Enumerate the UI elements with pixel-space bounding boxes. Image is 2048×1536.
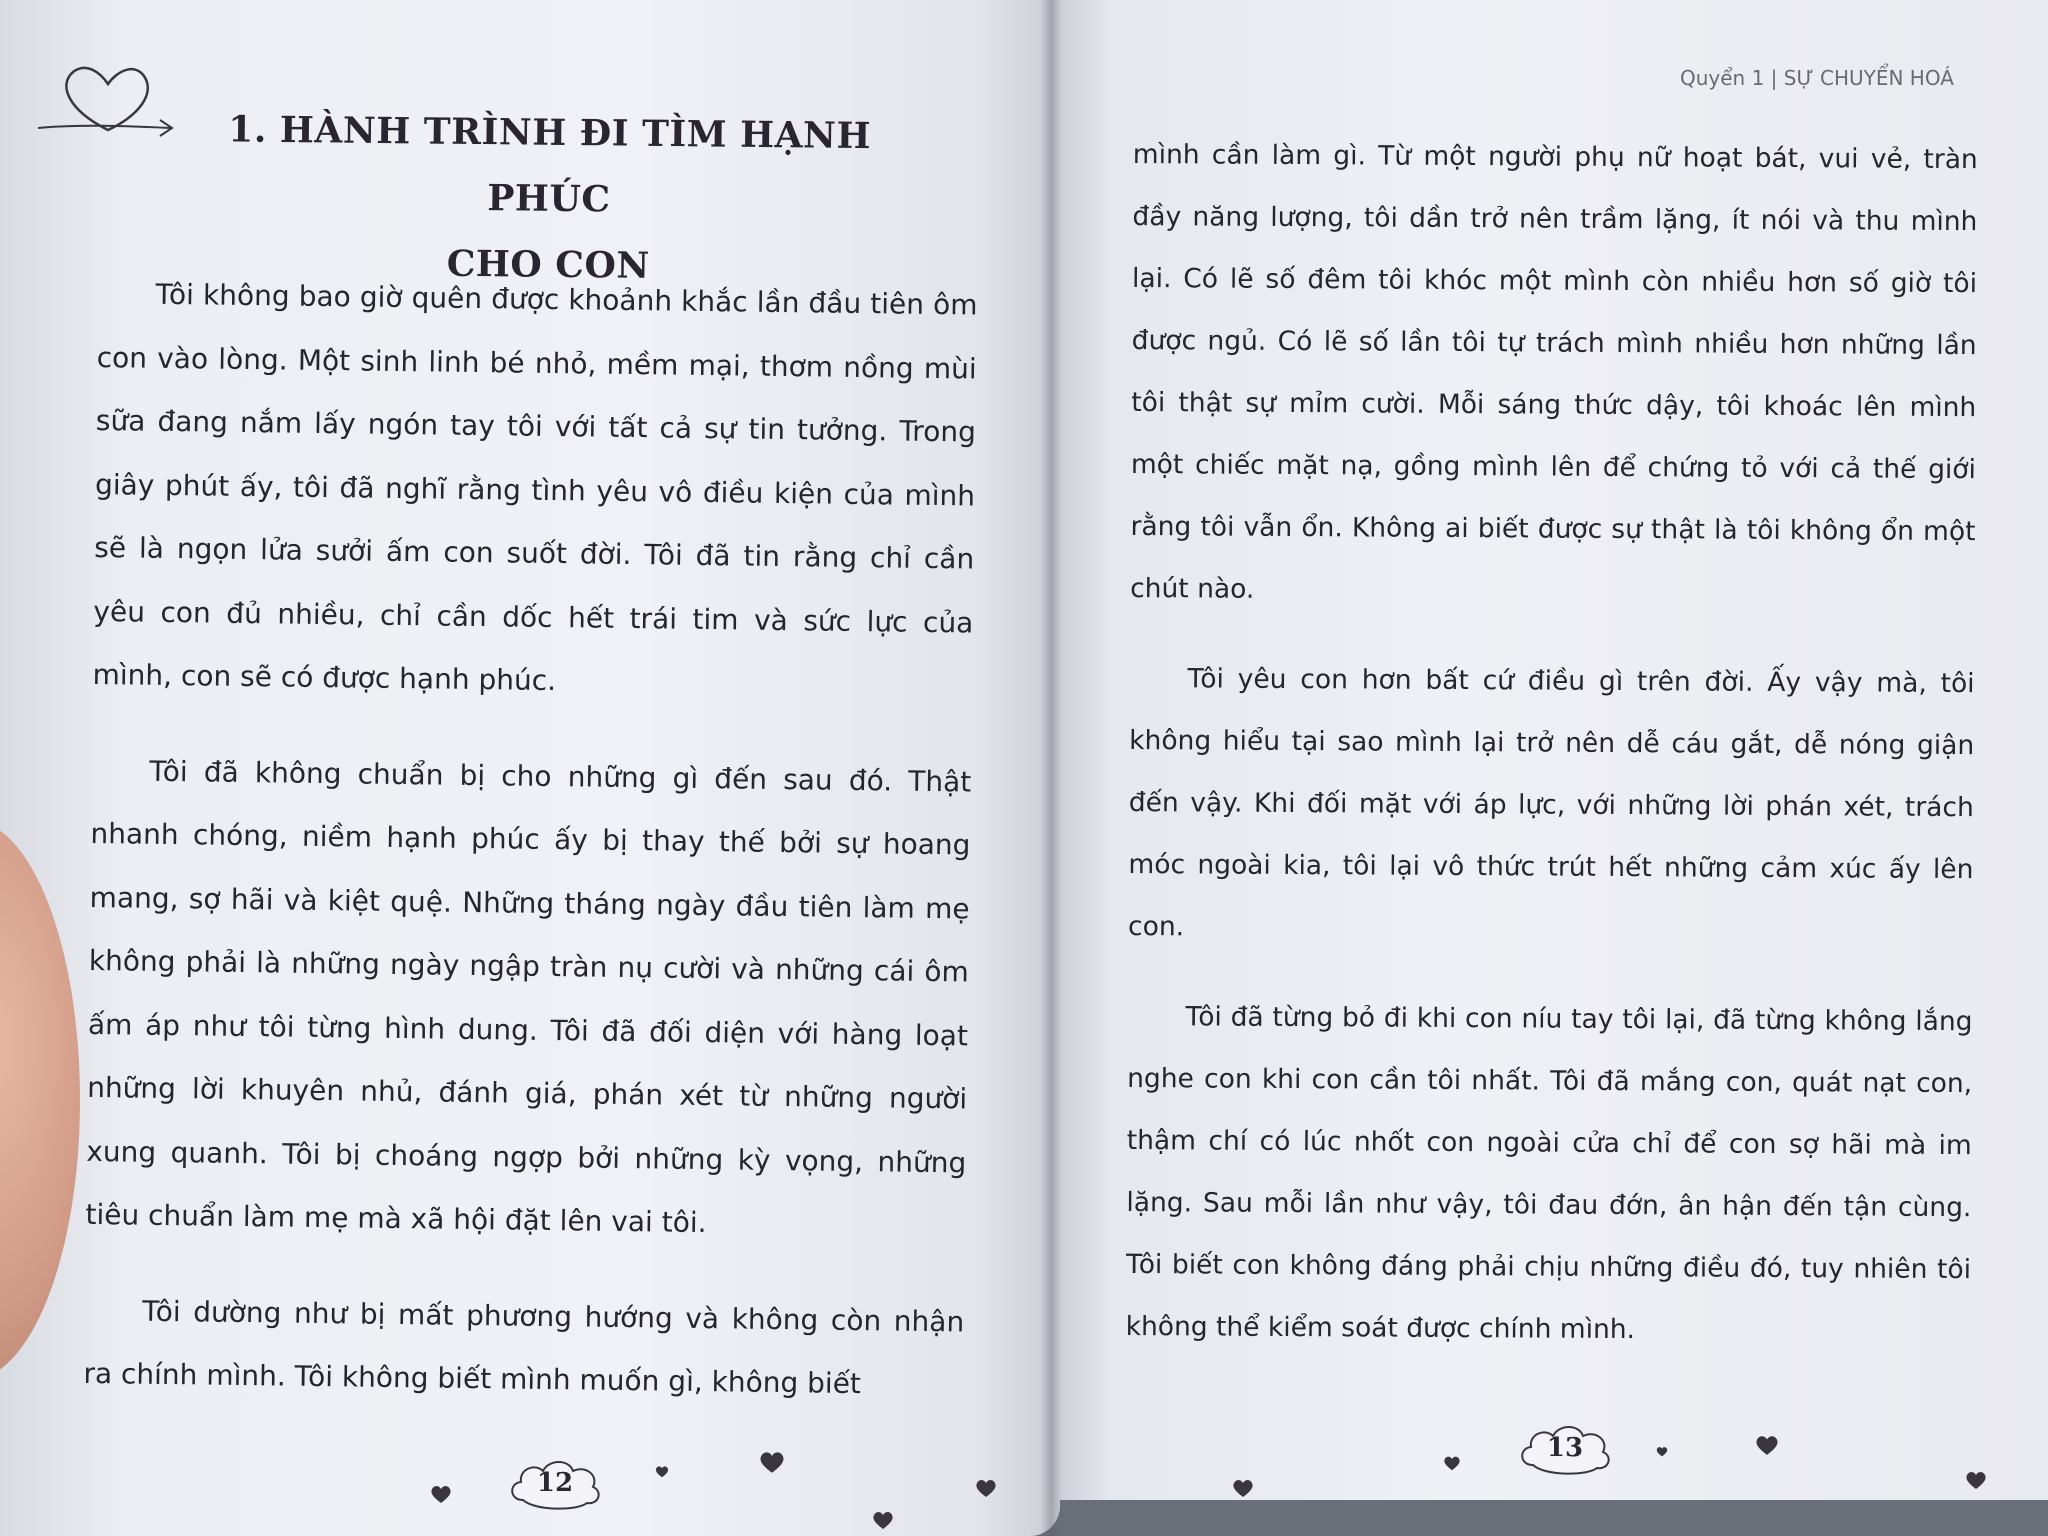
heart-icon <box>1754 1434 1780 1456</box>
left-page-body <box>83 262 978 1417</box>
right-page-body <box>1125 124 1978 1363</box>
right-paragraph-1: mình cần làm gì. Từ một người phụ nữ hoạt bát, vui vẻ, tràn đầy năng lượng, tôi dần trở nên trầm lặng, ít nói và thu mình lại. Có lẽ số đêm tôi khóc một mình còn nhiều hơn số giờ tôi được ngủ. Có lẽ số lần tôi tự trách mình nhiều hơn những lần tôi thật sự mỉm cười. Mỗi sáng thức dậy, tôi khoác lên mình một chiếc mặt nạ, gồng mình lên để chứng tỏ với cả thế giới rằng tôi vẫn ổn. Không ai biết được sự thật là tôi không ổn một chút nào. <box>1130 138 1978 605</box>
left-paragraph-2: Tôi đã không chuẩn bị cho những gì đến sau đó. Thật nhanh chóng, niềm hạnh phúc ấy bị thay thế bởi sự hoang mang, sợ hãi và kiệt quệ. Những tháng ngày đầu tiên làm mẹ không phải là những ngày ngập tràn nụ cười và những cái ôm ấm áp như tôi từng hình dung. Tôi đã đối diện với hàng loạt những lời khuyên nhủ, đánh giá, phán xét từ những người xung quanh. Tôi bị choáng ngợp bởi những kỳ vọng, những tiêu chuẩn làm mẹ mà xã hội đặt lên vai tôi. <box>85 754 972 1240</box>
left-page-number: 12 <box>536 1468 574 1498</box>
heart-icon <box>655 1465 669 1478</box>
book-spine <box>1040 0 1062 1536</box>
right-page-number: 13 <box>1546 1433 1584 1463</box>
heart-icon <box>1656 1446 1668 1457</box>
heart-icon <box>975 1478 997 1498</box>
heart-icon <box>1965 1470 1987 1490</box>
heart-icon <box>430 1484 452 1504</box>
right-paragraph-3: Tôi đã từng bỏ đi khi con níu tay tôi lại, đã từng không lắng nghe con khi con cần tôi nhất. Tôi đã mắng con, quát nạt con, thậm chí có lúc nhốt con ngoài cửa chỉ để con sợ hãi mà im lặng. Sau mỗi lần như vậy, tôi đau đớn, ân hận đến tận cùng. Tôi biết con không đáng phải chịu những điều đó, tuy nhiên tôi không thể kiểm soát được chính mình. <box>1125 1001 1973 1346</box>
right-paragraph-2: Tôi yêu con hơn bất cứ điều gì trên đời. Ấy vậy mà, tôi không hiểu tại sao mình lại trở nên dễ cáu gắt, dễ nóng giận đến vậy. Khi đối mặt với áp lực, với những lời phán xét, trách móc ngoài kia, tôi lại vô thức trút hết những cảm xúc ấy lên con. <box>1128 663 1975 943</box>
running-header: Quyển 1 | SỰ CHUYỂN HOÁ <box>1680 66 1954 90</box>
left-paragraph-3: Tôi dường như bị mất phương hướng và không còn nhận ra chính mình. Tôi không biết mình muốn gì, không biết <box>83 1294 965 1401</box>
chapter-heading-line1: 1. HÀNH TRÌNH ĐI TÌM HẠNH PHÚC <box>228 108 872 221</box>
heart-arrow-icon <box>38 50 188 150</box>
heart-icon <box>872 1510 894 1530</box>
heart-icon <box>758 1450 786 1474</box>
heart-icon <box>1232 1478 1254 1498</box>
thumb <box>0 820 80 1380</box>
left-paragraph-1: Tôi không bao giờ quên được khoảnh khắc lần đầu tiên ôm con vào lòng. Một sinh linh bé nhỏ, mềm mại, thơm nồng mùi sữa đang nắm lấy ngón tay tôi với tất cả sự tin tưởng. Trong giây phút ấy, tôi đã nghĩ rằng tình yêu vô điều kiện của mình sẽ là ngọn lửa sưởi ấm con suốt đời. Tôi đã tin rằng chỉ cần yêu con đủ nhiều, chỉ cần dốc hết trái tim và sức lực của mình, con sẽ có được hạnh phúc. <box>92 277 978 698</box>
chapter-heading-line2: CHO CON <box>446 242 650 287</box>
heart-icon <box>1443 1455 1461 1471</box>
